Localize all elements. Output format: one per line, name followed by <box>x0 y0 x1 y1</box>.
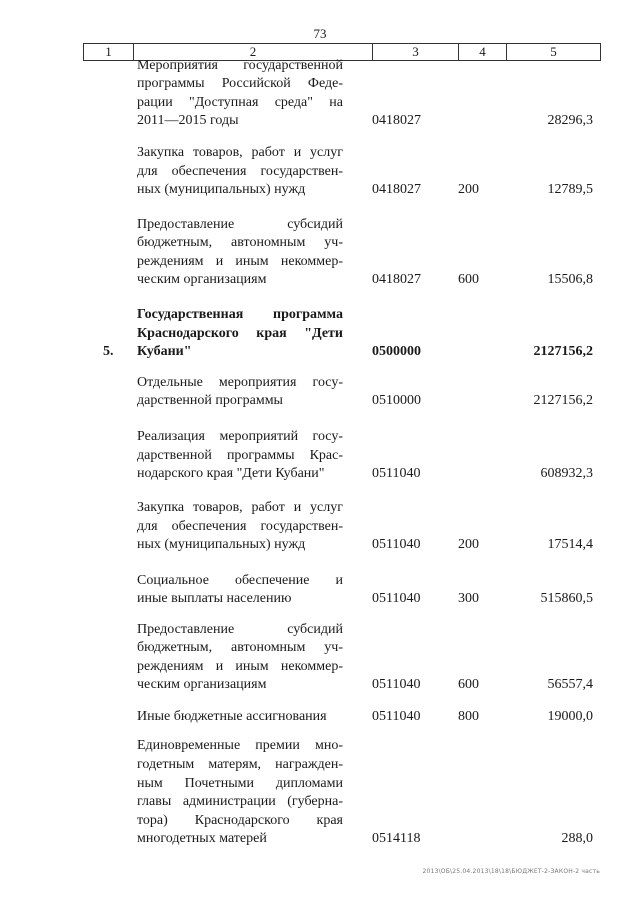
header-col-5: 5 <box>550 44 557 59</box>
row-code: 0418027 <box>372 272 421 288</box>
row-expense-type: 800 <box>458 709 479 725</box>
row-number: 5. <box>103 344 114 360</box>
row-name <box>137 144 343 200</box>
row-amount: 608932,3 <box>540 466 593 482</box>
row-name-line: многодетных матерей <box>137 831 267 847</box>
row-name-line: ческим организациям <box>137 272 267 288</box>
row-name-line: Социальное обеспечение и <box>137 572 343 588</box>
table-row <box>0 306 640 362</box>
row-name <box>137 621 343 695</box>
row-code: 0511040 <box>372 537 421 553</box>
row-code: 0511040 <box>372 709 421 725</box>
row-expense-type: 600 <box>458 677 479 693</box>
row-amount: 17514,4 <box>547 537 593 553</box>
row-amount: 515860,5 <box>540 591 593 607</box>
row-name-line: Закупка товаров, работ и услуг <box>137 145 343 161</box>
row-name-line: дарственной программы <box>137 393 283 409</box>
row-name-line: 2011—2015 годы <box>137 113 239 129</box>
row-name-line: Кубани" <box>137 344 192 360</box>
row-name-line: бюджетным, автономным уч- <box>137 235 343 251</box>
row-amount: 2127156,2 <box>533 393 593 409</box>
header-col-3: 3 <box>373 44 459 60</box>
row-amount: 2127156,2 <box>533 344 593 360</box>
row-code: 0500000 <box>372 344 421 360</box>
row-code: 0511040 <box>372 677 421 693</box>
row-name-line: Реализация мероприятий госу- <box>137 429 343 445</box>
row-name <box>137 428 343 484</box>
row-name-line: главы администрации (губерна- <box>137 794 343 810</box>
row-name-line: Краснодарского края "Дети <box>137 325 343 341</box>
row-name-line: ных (муниципальных) нужд <box>137 182 306 198</box>
row-name-line: программы Российской Феде- <box>137 76 343 92</box>
table-row <box>0 216 640 290</box>
row-expense-type: 300 <box>458 591 479 607</box>
row-name-line: реждениям и иным некоммер- <box>137 658 343 674</box>
row-name <box>137 306 343 362</box>
table-row <box>0 621 640 695</box>
row-name-line: Закупка товаров, работ и услуг <box>137 500 343 516</box>
row-expense-type: 600 <box>458 272 479 288</box>
row-name-line: ным Почетными дипломами <box>137 775 343 791</box>
table-row <box>0 737 640 849</box>
row-name <box>137 499 343 555</box>
row-name-line: рации "Доступная среда" на <box>137 94 343 110</box>
document-footer: 2013\ОБ\25.04.2013\18\18\БЮДЖЕТ-2-ЗАКОН-2 часть <box>422 868 600 875</box>
row-name-line: для обеспечения государствен- <box>137 163 343 179</box>
row-name-line: Иные бюджетные ассигнования <box>137 709 327 725</box>
row-name-line: Мероприятия государственной <box>137 57 343 73</box>
table-row <box>0 144 640 200</box>
row-amount: 12789,5 <box>547 182 593 198</box>
row-name-line: бюджетным, автономным уч- <box>137 640 343 656</box>
row-name-line: иные выплаты населению <box>137 591 292 607</box>
row-amount: 288,0 <box>561 831 593 847</box>
row-name-line: реждениям и иным некоммер- <box>137 253 343 269</box>
row-name-line: ческим организациям <box>137 677 267 693</box>
header-col-2: 2 <box>134 44 373 60</box>
row-amount: 56557,4 <box>547 677 593 693</box>
row-expense-type: 200 <box>458 537 479 553</box>
header-col-4: 4 <box>459 44 507 60</box>
page-number: 73 <box>313 26 327 41</box>
row-code: 0511040 <box>372 466 421 482</box>
row-code: 0418027 <box>372 113 421 129</box>
row-name-line: годетным матерям, награжден- <box>137 757 343 773</box>
row-name <box>137 737 343 849</box>
table-row <box>0 374 640 411</box>
row-name-line: Отдельные мероприятия госу- <box>137 374 343 390</box>
row-name-line: Предоставление субсидий <box>137 216 343 232</box>
row-name-line: Государственная программа <box>137 307 343 323</box>
table-row <box>0 572 640 609</box>
header-col-1: 1 <box>84 44 134 60</box>
table-row <box>0 57 640 131</box>
row-name-line: нодарского края "Дети Кубани" <box>137 466 325 482</box>
row-name-line: Единовременные премии мно- <box>137 738 343 754</box>
row-name-line: дарственной программы Крас- <box>137 447 343 463</box>
row-name-line: для обеспечения государствен- <box>137 518 343 534</box>
table-row <box>0 708 640 727</box>
row-expense-type: 200 <box>458 182 479 198</box>
row-code: 0510000 <box>372 393 421 409</box>
row-name <box>137 216 343 290</box>
row-name-line: ных (муниципальных) нужд <box>137 537 306 553</box>
row-amount: 28296,3 <box>547 113 593 129</box>
row-code: 0514118 <box>372 831 421 847</box>
table-row <box>0 499 640 555</box>
row-name-line: тора) Краснодарского края <box>137 812 343 828</box>
row-amount: 15506,8 <box>547 272 593 288</box>
row-code: 0511040 <box>372 591 421 607</box>
row-name-line: Предоставление субсидий <box>137 621 343 637</box>
row-name <box>137 57 343 131</box>
row-name <box>137 708 343 727</box>
row-name <box>137 572 343 609</box>
row-amount: 19000,0 <box>547 709 593 725</box>
row-name <box>137 374 343 411</box>
table-row <box>0 428 640 484</box>
row-code: 0418027 <box>372 182 421 198</box>
